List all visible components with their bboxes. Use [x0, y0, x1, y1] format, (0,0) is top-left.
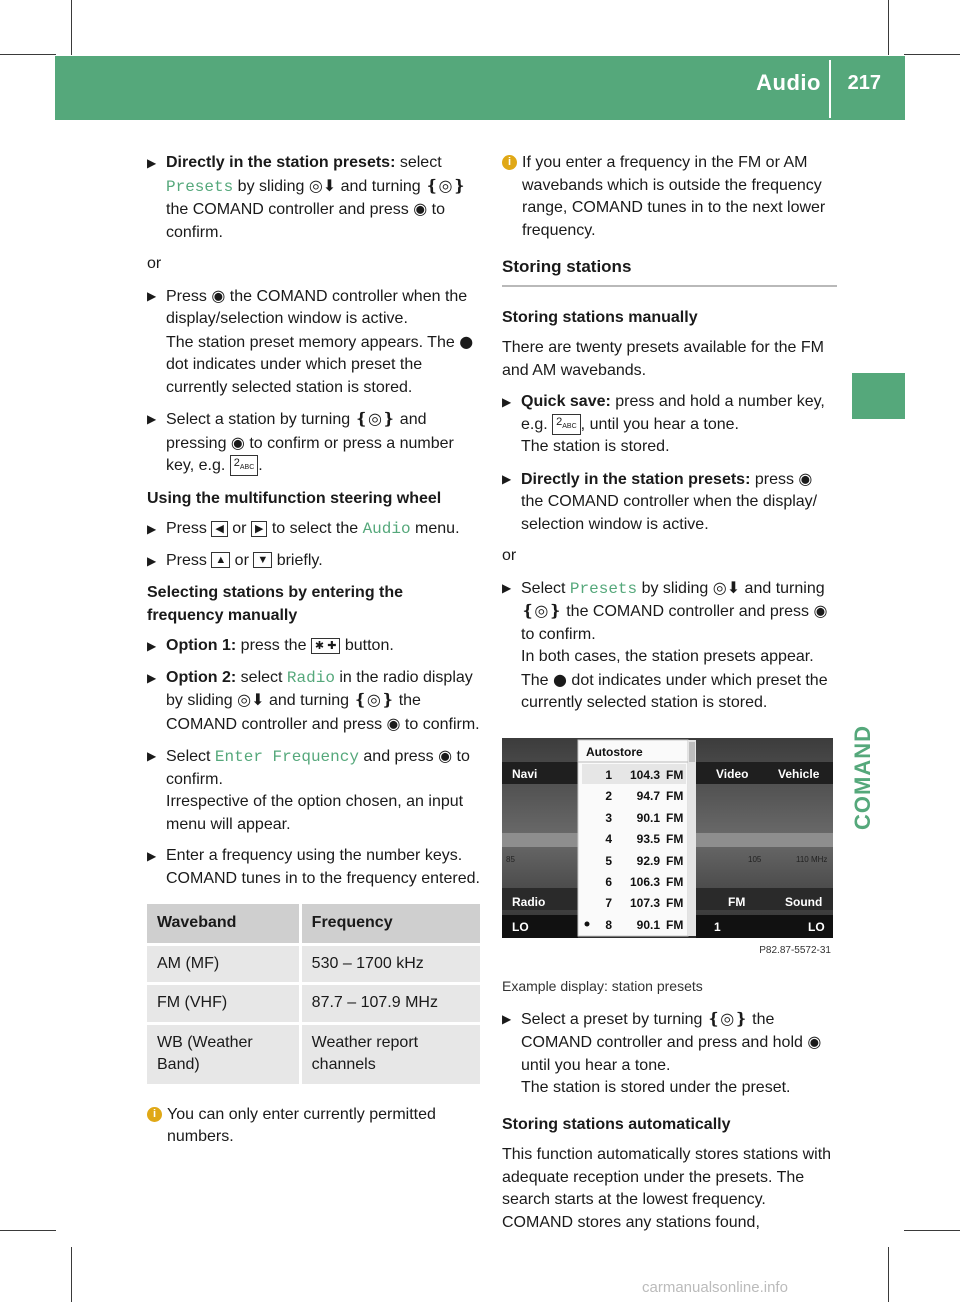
radio-menu-item: Radio	[286, 668, 335, 687]
arrow-icon: ▶	[147, 639, 157, 653]
down-button-icon: ▼	[253, 552, 272, 568]
crop-mark	[888, 1247, 889, 1302]
frequency-scale-right	[696, 833, 833, 847]
info-icon: i	[147, 1107, 162, 1122]
press-controller-icon: ◉	[386, 713, 401, 733]
chapter-label: COMAND	[850, 725, 875, 830]
press-controller-icon: ◉	[211, 285, 226, 305]
preset-band: FM	[666, 831, 684, 846]
preset-number: 3	[605, 810, 612, 825]
figure-caption: Example display: station presets	[502, 978, 703, 994]
preset-number: 4	[605, 831, 612, 846]
arrow-icon: ▶	[147, 849, 157, 863]
instruction-step: ▶ Select Presets by sliding ◎⬇ and turning ❴◎❵ the COMAND controller and press ◉ to confirm. In both cases, the station presets appear. The ● dot indicates under which preset the currently selected station is stored.	[502, 577, 828, 711]
presets-menu-item: Presets	[166, 177, 234, 196]
left-column	[147, 152, 482, 1149]
table-header-row	[147, 904, 480, 944]
preset-band: FM	[666, 853, 684, 868]
info-note: i If you enter a frequency in the FM or AM wavebands which is outside the frequency range, COMAND tunes in to the next lower frequency.	[502, 152, 837, 242]
video-label: Video	[716, 766, 749, 781]
arrow-icon: ▶	[502, 1011, 512, 1026]
instruction-step: ▶ Select a preset by turning ❴◎❵ the COMAND controller and press and hold ◉ until you hear a tone. The station is stored under the preset.	[502, 1008, 822, 1096]
sound-label: Sound	[785, 894, 823, 909]
crop-mark	[904, 1230, 960, 1231]
preset-number: 7	[605, 895, 612, 910]
preset-band: FM	[666, 917, 684, 932]
preset-number: 2	[605, 788, 612, 803]
turn-controller-icon: ❴◎❵	[706, 1008, 748, 1028]
preset-band: FM	[666, 874, 684, 889]
subheading: Storing stations automatically	[502, 1115, 731, 1133]
scale-label: 105	[748, 854, 762, 864]
preset-band: FM	[666, 767, 684, 782]
preset-frequency: 106.3	[629, 874, 660, 889]
instruction-step: ▶ Press ◉ the COMAND controller when the display/selection window is active. The station preset memory appears. The ● dot indicates under which preset the currently selected station is stored.	[147, 285, 474, 396]
section-title: Audio	[756, 70, 821, 95]
autostore-menu-item: Autostore	[586, 744, 643, 759]
preset-frequency: 107.3	[629, 895, 660, 910]
crop-mark	[904, 54, 960, 55]
press-controller-icon: ◉	[798, 468, 813, 488]
crop-mark	[71, 0, 72, 55]
dot-icon: ●	[553, 669, 567, 689]
crop-mark	[0, 1230, 56, 1231]
right-column	[502, 152, 837, 1234]
preset-frequency: 92.9	[636, 853, 660, 868]
crop-mark	[888, 0, 889, 55]
arrow-icon: ▶	[147, 156, 157, 170]
vehicle-label: Vehicle	[778, 766, 820, 781]
info-note: i You can only enter currently permitted numbers.	[147, 1104, 482, 1149]
key-2-icon: $2_{ABC}$	[552, 414, 581, 435]
table-row	[147, 1023, 480, 1084]
lo-left-label: LO	[512, 919, 529, 934]
preset-frequency: 90.1	[636, 810, 660, 825]
current-station-dot-icon	[585, 921, 590, 926]
scale-label: 85	[506, 854, 515, 864]
crop-mark	[0, 54, 56, 55]
arrow-icon: ▶	[147, 412, 157, 426]
table-row	[147, 944, 480, 984]
arrow-icon: ▶	[147, 288, 157, 303]
header-divider	[829, 60, 831, 118]
table-cell: WB (Weather Band)	[147, 1023, 300, 1084]
preset-frequency: 104.3	[629, 767, 660, 782]
table-header: Waveband	[147, 904, 300, 944]
instruction-step: ▶ Press ◀ or ▶ to select the Audio menu.	[147, 518, 482, 541]
arrow-icon: ▶	[502, 580, 512, 595]
preset-number-label: 1	[714, 919, 721, 934]
turn-controller-icon: ❴◎❵	[353, 690, 395, 709]
preset-frequency: 93.5	[636, 831, 660, 846]
preset-number: 8	[605, 917, 612, 932]
or-text: or	[147, 255, 162, 272]
station-presets-display	[502, 738, 833, 958]
instruction-step: ▶ Directly in the station presets: press ◉ the COMAND controller when the display/ selection window is active.	[502, 468, 818, 533]
crop-mark	[71, 1247, 72, 1302]
arrow-icon: ▶	[502, 471, 512, 486]
table-row	[147, 984, 480, 1024]
enter-frequency-menu-item: Enter Frequency	[214, 748, 359, 766]
instruction-step: ▶ Directly in the station presets: select Presets by sliding ◎⬇ and turning ❴◎❵ the COMAND controller and press ◉ to confirm.	[147, 154, 466, 241]
preset-number: 1	[605, 767, 612, 782]
arrow-icon: ▶	[147, 522, 157, 536]
instruction-step: ▶ Press ▲ or ▼ briefly.	[147, 550, 482, 573]
preset-frequency: 94.7	[636, 788, 660, 803]
press-controller-icon: ◉	[807, 1032, 822, 1051]
arrow-icon: ▶	[502, 395, 512, 409]
info-icon: i	[502, 155, 517, 170]
slide-down-icon: ◎⬇	[237, 690, 265, 709]
press-controller-icon: ◉	[413, 199, 428, 218]
instruction-step: ▶ Option 1: press the ✱ ✚ button.	[147, 635, 482, 658]
right-button-icon: ▶	[251, 521, 267, 537]
subheading: Using the multifunction steering wheel	[147, 489, 442, 507]
dot-icon: ●	[459, 331, 474, 351]
up-button-icon: ▲	[211, 552, 230, 568]
table-cell: FM (VHF)	[147, 984, 300, 1024]
section-heading: Storing stations	[502, 256, 837, 287]
preset-band: FM	[666, 810, 684, 825]
arrow-icon: ▶	[147, 553, 157, 568]
navi-label: Navi	[512, 766, 538, 781]
or-text: or	[502, 547, 517, 564]
instruction-step: ▶ Quick save: press and hold a number key, e.g. $2_{ABC}$ , until you hear a tone. The station is stored.	[502, 393, 825, 455]
key-2-icon: $2_{ABC}$	[230, 455, 259, 476]
instruction-step: ▶ Enter a frequency using the number keys. COMAND tunes in to the frequency entered.	[147, 847, 480, 887]
preset-list-scrollbar	[688, 740, 696, 936]
instruction-step: ▶ Select a station by turning ❴◎❵ and pressing ◉ to confirm or press a number key, e.g. $2_{ABC}$ .	[147, 408, 482, 478]
arrow-icon: ▶	[147, 670, 157, 685]
watermark: carmanualsonline.info	[642, 1279, 788, 1296]
turn-controller-icon: ❴◎❵	[521, 601, 562, 620]
page-header	[55, 56, 905, 120]
frequency-scale-left	[502, 833, 578, 847]
chapter-tab	[852, 373, 905, 419]
audio-menu-item: Audio	[362, 520, 411, 538]
scale-label: 110 MHz	[796, 854, 828, 864]
table-header: Frequency	[300, 904, 480, 944]
subheading: Storing stations manually	[502, 308, 698, 326]
table-cell: 87.7 – 107.9 MHz	[300, 984, 480, 1024]
paragraph: This function automatically stores stations with adequate reception under the presets. The search starts at the lowest frequency. COMAND stores any stations found,	[502, 1146, 832, 1231]
press-controller-icon: ◉	[230, 432, 245, 452]
table-cell: 530 – 1700 kHz	[300, 944, 480, 984]
table-cell: Weather report channels	[300, 1023, 480, 1084]
lo-right-label: LO	[808, 919, 825, 934]
turn-controller-icon: ❴◎❵	[354, 409, 396, 428]
preset-band: FM	[666, 895, 684, 910]
table-cell: AM (MF)	[147, 944, 300, 984]
preset-number: 5	[605, 853, 612, 868]
subheading: Selecting stations by entering the frequency manually	[147, 584, 404, 624]
slide-down-icon: ◎⬇	[308, 175, 337, 195]
figure-code: P82.87-5572-31	[759, 944, 831, 956]
instruction-step: ▶ Option 2: select Radio in the radio display by sliding ◎⬇ and turning ❴◎❵ the COMAND controller and press ◉ to confirm.	[147, 668, 480, 733]
left-button-icon: ◀	[211, 521, 227, 537]
press-controller-icon: ◉	[813, 601, 828, 620]
waveband-table	[147, 904, 480, 1084]
paragraph: There are twenty presets available for the FM and AM wavebands.	[502, 339, 824, 379]
fm-label: FM	[728, 894, 746, 909]
arrow-icon: ▶	[147, 749, 157, 763]
scrollbar-thumb	[689, 742, 695, 762]
instruction-step: ▶ Select Enter Frequency and press ◉ to confirm. Irrespective of the option chosen, an input menu will appear.	[147, 746, 470, 833]
slide-down-icon: ◎⬇	[712, 577, 741, 597]
radio-label: Radio	[512, 894, 546, 909]
press-controller-icon: ◉	[438, 746, 453, 765]
page-number: 217	[847, 72, 881, 94]
presets-menu-item: Presets	[569, 579, 638, 598]
preset-frequency: 90.1	[636, 917, 660, 932]
star-button-icon: ✱ ✚	[311, 638, 341, 654]
preset-band: FM	[666, 788, 684, 803]
preset-number: 6	[605, 874, 612, 889]
turn-controller-icon: ❴◎❵	[425, 175, 466, 195]
